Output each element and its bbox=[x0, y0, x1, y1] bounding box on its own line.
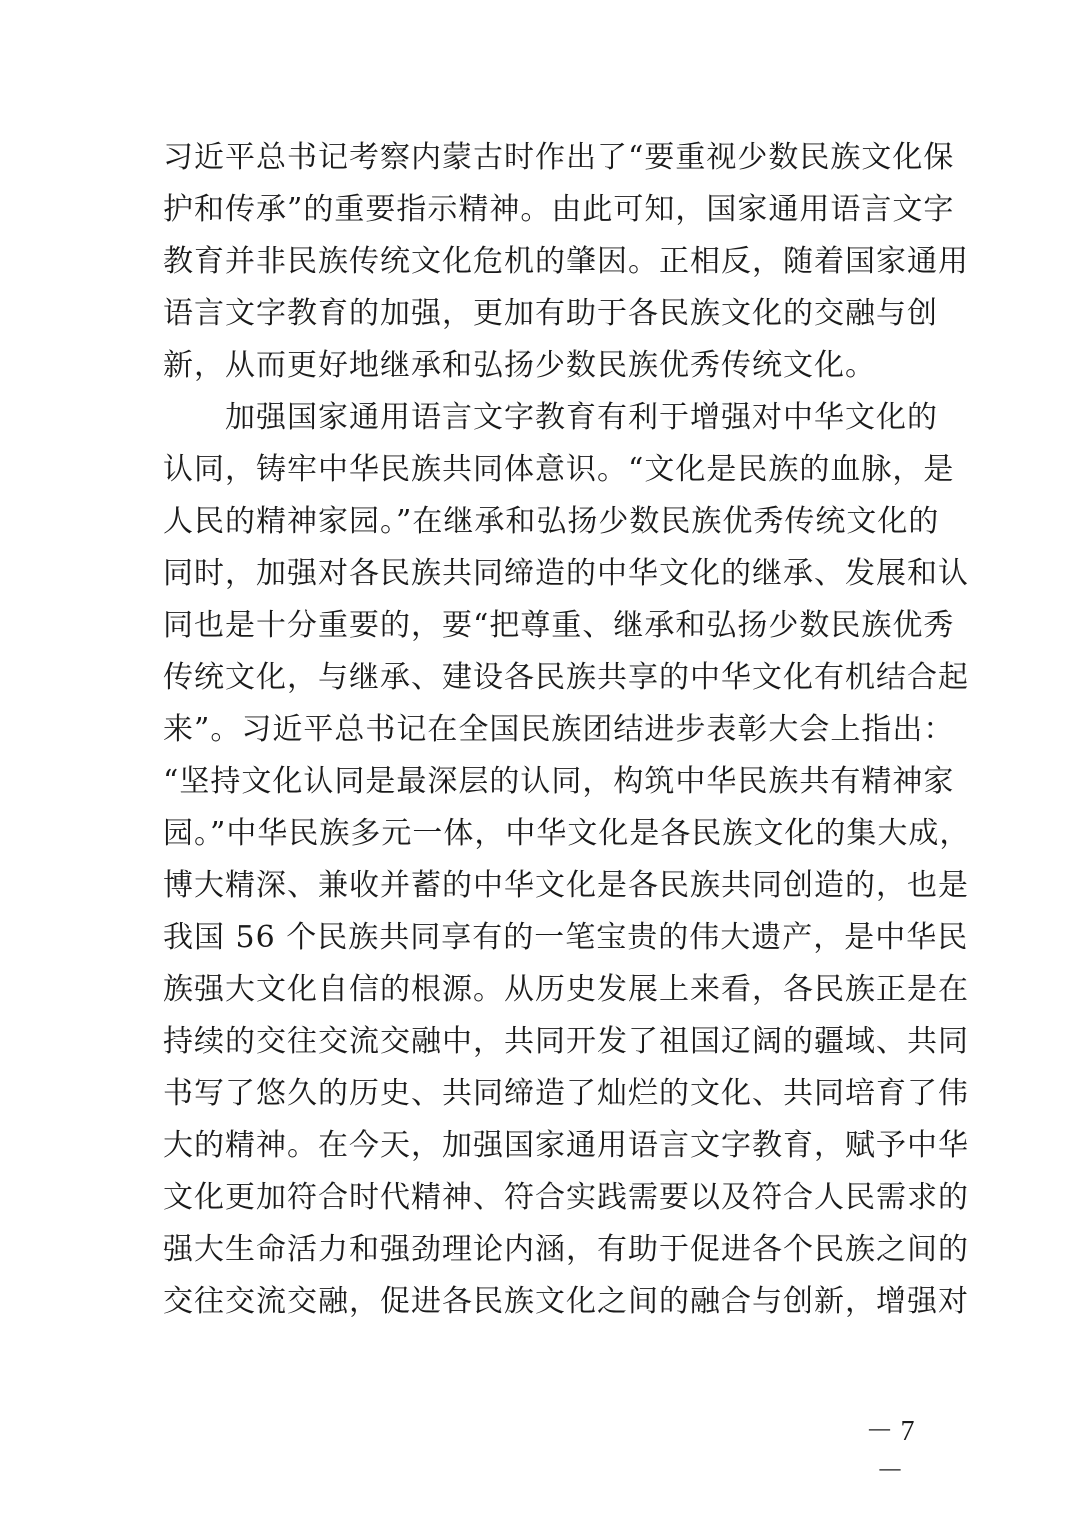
text-line: 语言文字教育的加强，更加有助于各民族文化的交融与创 bbox=[163, 296, 938, 331]
page-number: － 7 － bbox=[865, 1416, 915, 1487]
text-line: 同也是十分重要的，要“把尊重、继承和弘扬少数民族优秀 bbox=[163, 608, 955, 643]
text-line: 书写了悠久的历史、共同缔造了灿烂的文化、共同培育了伟 bbox=[163, 1076, 969, 1111]
text-line: 博大精深、兼收并蓄的中华文化是各民族共同创造的，也是 bbox=[163, 868, 969, 903]
text-line: 园。”中华民族多元一体，中华文化是各民族文化的集大成， bbox=[163, 816, 971, 851]
text-line: 来”。习近平总书记在全国民族团结进步表彰大会上指出： bbox=[163, 712, 955, 747]
text-line: 交往交流交融，促进各民族文化之间的融合与创新，增强对 bbox=[163, 1284, 969, 1319]
text-line: 加强国家通用语言文字教育有利于增强对中华文化的 bbox=[163, 400, 938, 435]
text-line: 我国 56 个民族共同享有的一笔宝贵的伟大遗产，是中华民 bbox=[163, 920, 969, 955]
text-line: 新，从而更好地继承和弘扬少数民族优秀传统文化。 bbox=[163, 348, 876, 383]
text-line: 传统文化，与继承、建设各民族共享的中华文化有机结合起 bbox=[163, 660, 969, 695]
text-line: “坚持文化认同是最深层的认同，构筑中华民族共有精神家 bbox=[163, 764, 955, 799]
text-line: 文化更加符合时代精神、符合实践需要以及符合人民需求的 bbox=[163, 1180, 969, 1215]
text-line: 人民的精神家园。”在继承和弘扬少数民族优秀传统文化的 bbox=[163, 504, 940, 539]
body-text bbox=[163, 132, 971, 1328]
text-line: 族强大文化自信的根源。从历史发展上来看，各民族正是在 bbox=[163, 972, 969, 1007]
text-line: 教育并非民族传统文化危机的肇因。正相反，随着国家通用 bbox=[163, 244, 969, 279]
text-line: 持续的交往交流交融中，共同开发了祖国辽阔的疆域、共同 bbox=[163, 1024, 969, 1059]
text-line: 护和传承”的重要指示精神。由此可知，国家通用语言文字 bbox=[163, 192, 955, 227]
text-line: 大的精神。在今天，加强国家通用语言文字教育，赋予中华 bbox=[163, 1128, 969, 1163]
text-line: 同时，加强对各民族共同缔造的中华文化的继承、发展和认 bbox=[163, 556, 969, 591]
text-line: 习近平总书记考察内蒙古时作出了“要重视少数民族文化保 bbox=[163, 140, 955, 175]
text-line: 认同，铸牢中华民族共同体意识。“文化是民族的血脉，是 bbox=[163, 452, 955, 487]
text-line: 强大生命活力和强劲理论内涵，有助于促进各个民族之间的 bbox=[163, 1232, 969, 1267]
